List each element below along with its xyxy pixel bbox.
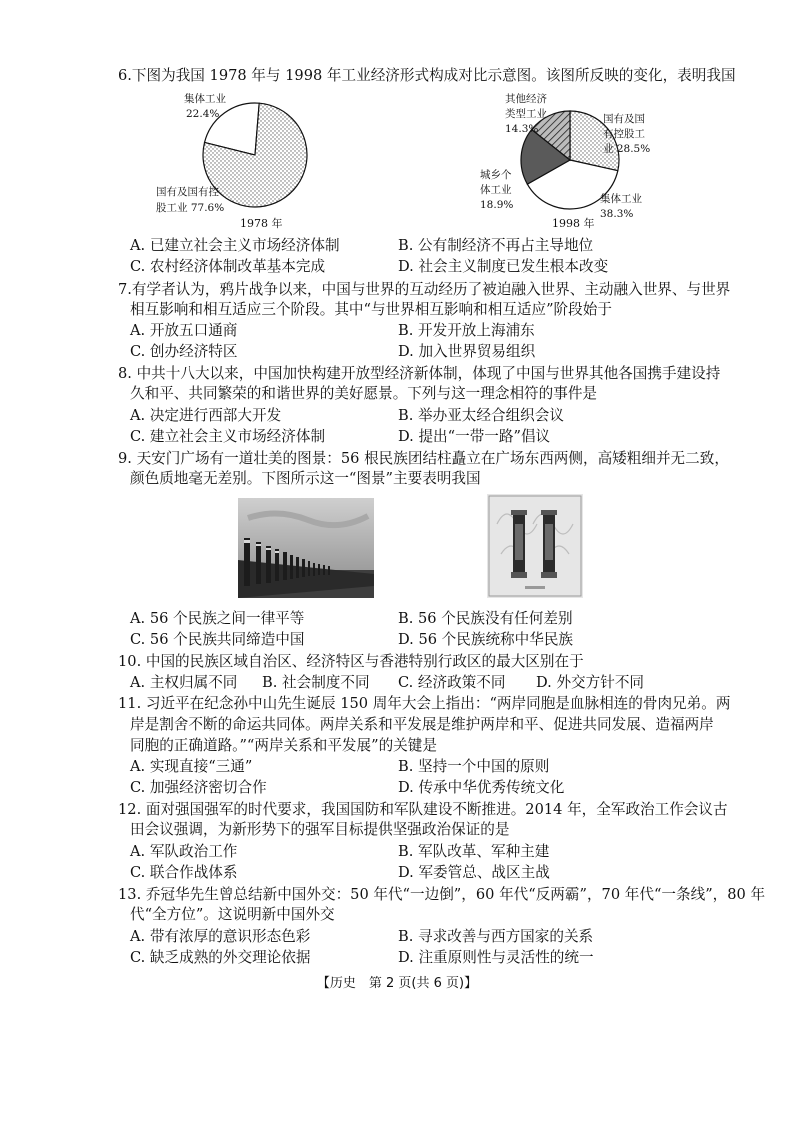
q6-option-b[interactable]: B. 公有制经济不再占主导地位	[398, 237, 594, 254]
pie1998-label-collective: 集体工业	[600, 193, 642, 205]
q11-stem-line3: 同胞的正确道路。”“两岸关系和平发展”的关键是	[130, 737, 437, 754]
q10-option-b[interactable]: B. 社会制度不同	[262, 674, 370, 691]
q10-option-c[interactable]: C. 经济政策不同	[398, 674, 506, 691]
q12-stem-line2: 田会议强调，为新形势下的强军目标提供坚强政治保证的是	[130, 821, 510, 838]
q13-option-c[interactable]: C. 缺乏成熟的外交理论依据	[130, 949, 311, 966]
q11-stem-line2: 岸是割舍不断的命运共同体。两岸关系和平发展是维护两岸和平、促进共同发展、造福两岸	[130, 716, 714, 733]
q6-stem: 6.下图为我国 1978 年与 1998 年工业经济形式构成对比示意图。该图所反映的变化，表明我国	[118, 67, 736, 84]
q11-stem-line1: 11. 习近平在纪念孙中山先生诞辰 150 周年大会上指出：“两岸同胞是血脉相连的骨肉兄弟。两	[118, 695, 731, 712]
q10-option-a[interactable]: A. 主权归属不同	[130, 674, 238, 691]
q7-stem-line1: 7.有学者认为，鸦片战争以来，中国与世界的互动经历了被迫融入世界、主动融入世界、与世界	[118, 281, 731, 298]
q9-stem-line2: 颜色质地毫无差别。下图所示这一“图景”主要表明我国	[130, 470, 481, 487]
q10-option-d[interactable]: D. 外交方针不同	[536, 674, 645, 691]
q13-stem-line1: 13. 乔冠华先生曾总结新中国外交：50 年代“一边倒”，60 年代“反两霸”，70 年代“一条线”，80 年	[118, 886, 766, 903]
photo-unity-columns-row	[238, 498, 374, 598]
q9-stem-line1: 9. 天安门广场有一道壮美的图景：56 根民族团结柱矗立在广场东西两侧，高矮粗细并无二致，	[118, 450, 729, 467]
q7-stem-line2: 相互影响和相互适应三个阶段。其中“与世界相互影响和相互适应”阶段始于	[130, 301, 612, 318]
q11-option-c[interactable]: C. 加强经济密切合作	[130, 779, 267, 796]
q11-option-b[interactable]: B. 坚持一个中国的原则	[398, 758, 550, 775]
pie1978-value-collective: 22.4%	[186, 108, 220, 120]
q6-option-c[interactable]: C. 农村经济体制改革基本完成	[130, 258, 326, 275]
q7-option-b[interactable]: B. 开发开放上海浦东	[398, 322, 535, 339]
pie1998-value-individual: 18.9%	[480, 199, 514, 211]
pie1998-label-other-1: 其他经济	[505, 93, 547, 105]
q12-option-d[interactable]: D. 军委管总、战区主战	[398, 864, 550, 881]
q7-option-d[interactable]: D. 加入世界贸易组织	[398, 343, 536, 360]
pie1998-value-other: 14.3%	[505, 123, 539, 135]
pie1978-label-collective: 集体工业	[184, 93, 226, 105]
q9-option-b[interactable]: B. 56 个民族没有任何差别	[398, 610, 573, 627]
q12-option-a[interactable]: A. 军队政治工作	[130, 843, 238, 860]
pie1978-value-state: 股工业 77.6%	[156, 202, 225, 214]
pie1978-label-state: 国有及国有控	[156, 186, 219, 198]
q10-stem: 10. 中国的民族区域自治区、经济特区与香港特别行政区的最大区别在于	[118, 653, 584, 670]
photo-unity-columns-pair	[487, 494, 583, 598]
q12-option-b[interactable]: B. 军队改革、军种主建	[398, 843, 550, 860]
q9-option-a[interactable]: A. 56 个民族之间一律平等	[130, 610, 305, 627]
q8-option-c[interactable]: C. 建立社会主义市场经济体制	[130, 428, 326, 445]
q13-stem-line2: 代“全方位”。这说明新中国外交	[130, 906, 335, 923]
q11-option-d[interactable]: D. 传承中华优秀传统文化	[398, 779, 565, 796]
pie1998-label-state-2: 有控股工	[603, 128, 645, 140]
q9-option-c[interactable]: C. 56 个民族共同缔造中国	[130, 631, 305, 648]
q13-option-a[interactable]: A. 带有浓厚的意识形态色彩	[130, 928, 311, 945]
q8-option-b[interactable]: B. 举办亚太经合组织会议	[398, 407, 564, 424]
q8-stem-line2: 久和平、共同繁荣的和谐世界的美好愿景。下列与这一理念相符的事件是	[130, 385, 598, 402]
pie1998-title: 1998 年	[552, 217, 595, 230]
q13-option-b[interactable]: B. 寻求改善与西方国家的关系	[398, 928, 594, 945]
pie1998-label-other-2: 类型工业	[505, 108, 547, 120]
pie1998-value-collective: 38.3%	[600, 208, 634, 220]
q12-option-c[interactable]: C. 联合作战体系	[130, 864, 238, 881]
q8-option-d[interactable]: D. 提出“一带一路”倡议	[398, 428, 551, 445]
q9-option-d[interactable]: D. 56 个民族统称中华民族	[398, 631, 574, 648]
pie1998-label-individual-1: 城乡个	[480, 169, 512, 181]
pie1998-label-individual-2: 体工业	[480, 184, 512, 196]
page-footer: 【历史 第 2 页(共 6 页)】	[316, 976, 478, 991]
pie1978-title: 1978 年	[240, 217, 283, 230]
q13-option-d[interactable]: D. 注重原则性与灵活性的统一	[398, 949, 594, 966]
q8-stem-line1: 8. 中共十八大以来，中国加快构建开放型经济新体制，体现了中国与世界其他各国携手建设持	[118, 365, 721, 382]
q11-option-a[interactable]: A. 实现直接“三通”	[130, 758, 253, 775]
pie1998-value-state: 业 28.5%	[603, 143, 651, 155]
q8-option-a[interactable]: A. 决定进行西部大开发	[130, 407, 282, 424]
q6-option-d[interactable]: D. 社会主义制度已发生根本改变	[398, 258, 609, 275]
q12-stem-line1: 12. 面对强国强军的时代要求，我国国防和军队建设不断推进。2014 年，全军政治工作会议古	[118, 801, 728, 818]
q7-option-a[interactable]: A. 开放五口通商	[130, 322, 238, 339]
q7-option-c[interactable]: C. 创办经济特区	[130, 343, 238, 360]
q6-option-a[interactable]: A. 已建立社会主义市场经济体制	[130, 237, 340, 254]
pie1998-label-state-1: 国有及国	[603, 113, 645, 125]
